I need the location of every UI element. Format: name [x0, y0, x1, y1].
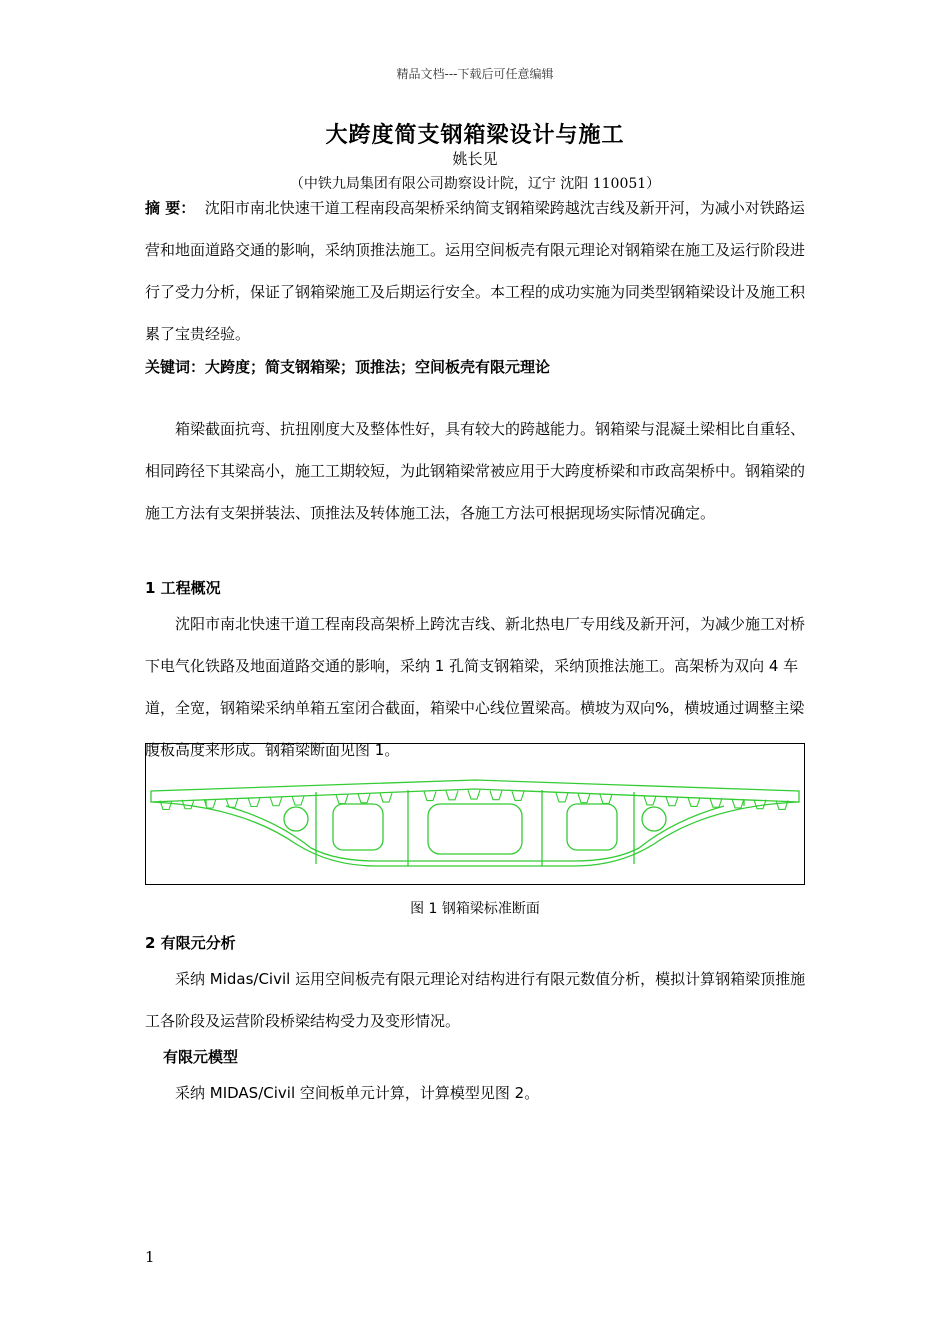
manhole-left [284, 807, 308, 831]
abstract [145, 187, 810, 355]
section-1-heading: 1 工程概况 [145, 579, 221, 597]
u-rib-stiffener [336, 795, 348, 804]
subsection-paragraph: 采纳 MIDAS/Civil 空间板单元计算，计算模型见图 2。 [175, 1084, 540, 1102]
bottom-curve-left [151, 802, 475, 866]
bottom-curve-inner-left [226, 806, 475, 861]
section-2-heading: 2 有限元分析 [145, 934, 236, 952]
page-header: 精品文档---下载后可任意编辑 [396, 67, 554, 81]
keywords: 关键词：大跨度；简支钢箱梁；顶推法；空间板壳有限元理论 [145, 358, 551, 376]
u-rib-stiffener [292, 796, 304, 805]
bottom-curve-inner-right [475, 806, 724, 861]
u-rib-stiffener [666, 797, 678, 806]
bottom-curve-right [475, 802, 799, 866]
abstract-label: 摘 要： [145, 199, 196, 217]
u-rib-stiffener [468, 790, 480, 799]
u-rib-stiffener [270, 797, 282, 806]
box-girder-drawing [146, 744, 804, 884]
author-name: 姚长见 [452, 150, 498, 168]
u-rib-stiffener [446, 791, 458, 800]
web-cell-1 [333, 804, 383, 850]
u-rib-stiffener [512, 791, 524, 800]
u-rib-stiffener [644, 796, 656, 805]
u-rib-stiffener [358, 794, 370, 803]
u-rib-stiffener [380, 793, 392, 802]
u-rib-stiffener [424, 792, 436, 801]
u-rib-stiffener [248, 798, 260, 807]
u-rib-stiffener [710, 798, 722, 807]
abstract-text: 沈阳市南北快速干道工程南段高架桥采纳简支钢箱梁跨越沈吉线及新开河，为减小对铁路运营和地面道路交通的影响，采纳顶推法施工。运用空间板壳有限元理论对钢箱梁在施工及运行阶段进行了受力分析，保证了钢箱梁施工及后期运行安全。本工程的成功实施为同类型钢箱梁设计及施工积累了宝贵经验。 [145, 199, 806, 343]
manhole-right [642, 807, 666, 831]
author-affiliation: （中铁九局集团有限公司勘察设计院，辽宁 沈阳 110051） [289, 176, 661, 192]
web-cell-2 [428, 804, 522, 854]
intro-paragraph: 箱梁截面抗弯、抗扭刚度大及整体性好，具有较大的跨越能力。钢箱梁与混凝土梁相比自重轻、相同跨径下其梁高小，施工工期较短，为此钢箱梁常被应用于大跨度桥梁和市政高架桥中。钢箱梁的施工方法有支架拼装法、顶推法及转体施工法，各施工方法可根据现场实际情况确定。 [145, 420, 806, 522]
paper-title: 大跨度简支钢箱梁设计与施工 [325, 123, 625, 148]
subsection-heading: 有限元模型 [163, 1048, 239, 1066]
figure-1-cross-section [145, 743, 805, 885]
u-rib-stiffener [600, 794, 612, 803]
u-rib-stiffener [556, 793, 568, 802]
web-cell-3 [567, 804, 617, 850]
section-1-paragraph: 沈阳市南北快速干道工程南段高架桥上跨沈吉线、新北热电厂专用线及新开河，为减少施工对桥下电气化铁路及地面道路交通的影响，采纳 1 孔简支钢箱梁，采纳顶推法施工。高架桥为双向 4 车道，全宽，钢箱梁采纳单箱五室闭合截面，箱梁中心线位置梁高。横坡为双向%，横坡通过调整主梁腹板高度来形成。钢箱梁断面见图 1。 [145, 615, 806, 759]
u-rib-stiffener [490, 791, 502, 800]
u-rib-stiffener [688, 797, 700, 806]
section-2-paragraph: 采纳 Midas/Civil 运用空间板壳有限元理论对结构进行有限元数值分析，模拟计算钢箱梁顶推施工各阶段及运营阶段桥梁结构受力及变形情况。 [145, 970, 806, 1030]
page-number: 1 [145, 1248, 155, 1266]
u-rib-stiffener [578, 794, 590, 803]
figure-1-caption: 图 1 钢箱梁标准断面 [410, 901, 540, 917]
